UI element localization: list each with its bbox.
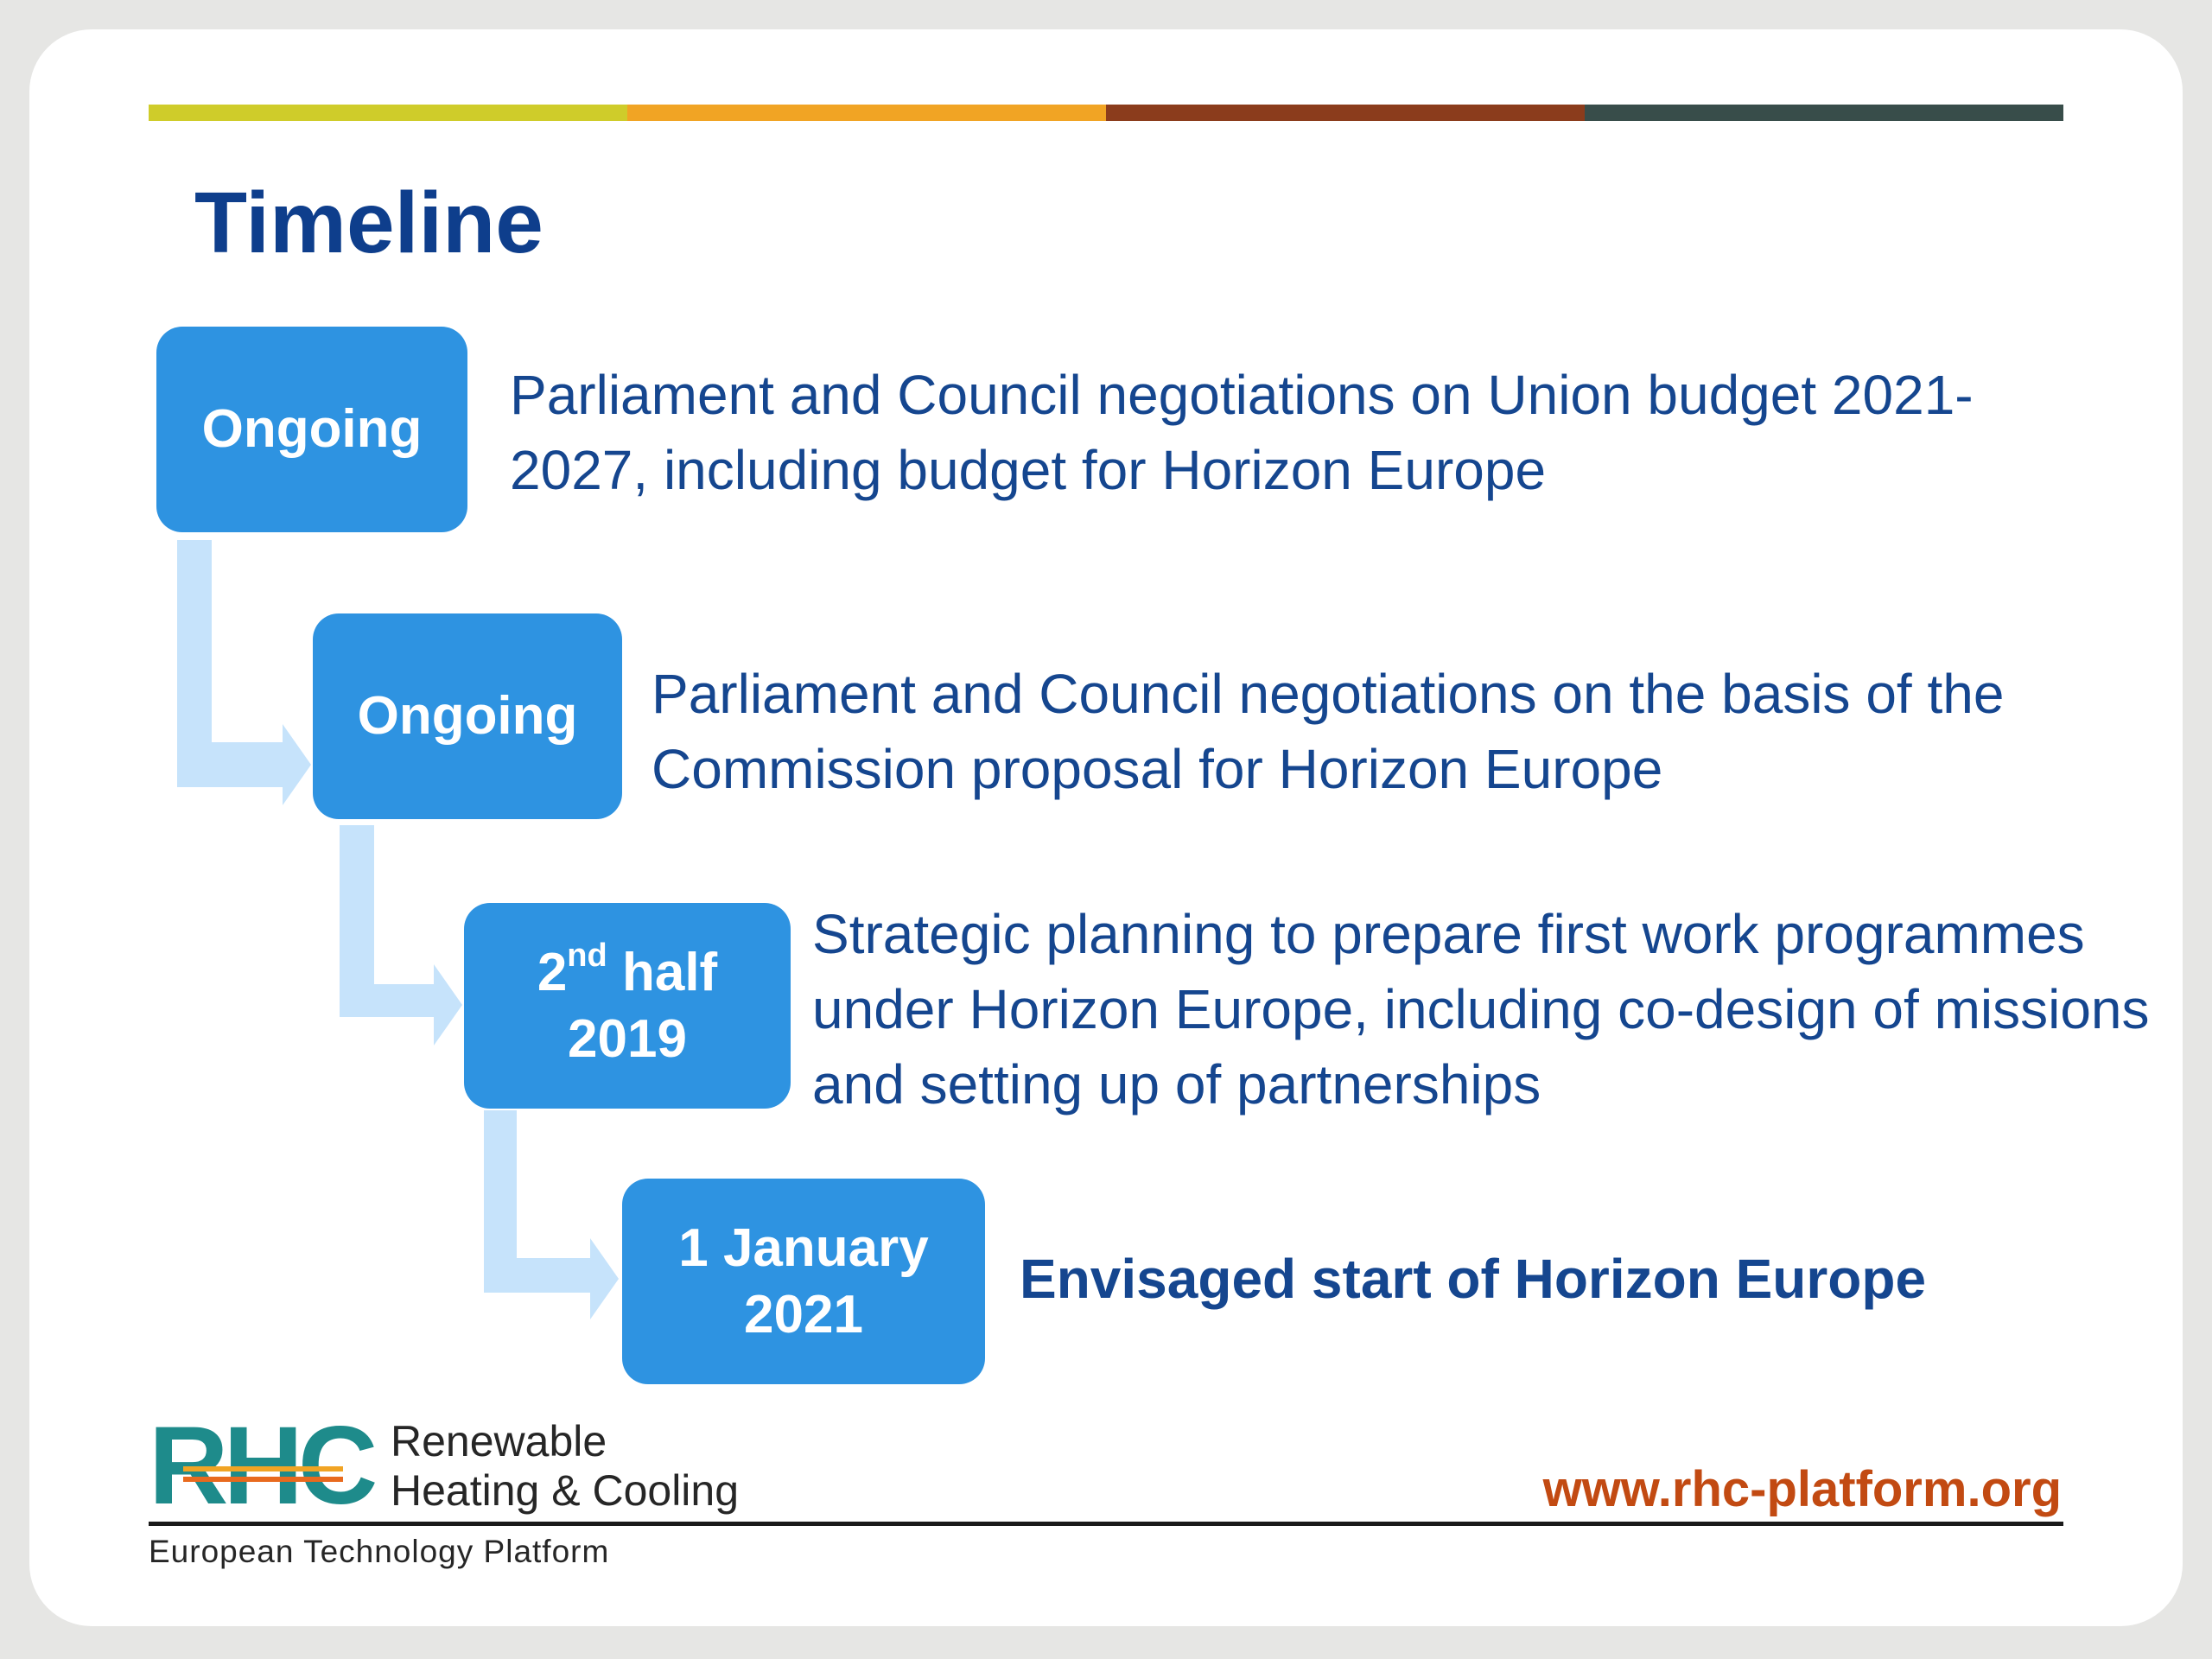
logo-wordmark (391, 1417, 739, 1516)
timeline-box-label-line1 (537, 939, 717, 1007)
timeline-description: Parliament and Council negotiations on Union budget 2021-2027, including budget for Horizon Europe (510, 364, 1974, 501)
timeline-box-label (537, 939, 717, 1073)
footer-rule (149, 1522, 2063, 1526)
connector-arrow (484, 1110, 619, 1319)
timeline-box (313, 613, 622, 819)
connector-arrow (177, 540, 311, 805)
timeline-box-label: Ongoing (357, 686, 578, 747)
timeline-box-label-line2: 2019 (568, 1009, 687, 1069)
connector-arrow (340, 825, 462, 1046)
footer-tagline: European Technology Platform (149, 1534, 610, 1569)
ordinal: 2 (537, 942, 568, 1002)
footer-url[interactable]: www.rhc-platform.org (1542, 1461, 2062, 1517)
timeline-box (622, 1179, 985, 1384)
timeline-description: Parliament and Council negotiations on the basis of the Commission proposal for Horizon Europe (652, 663, 2005, 800)
logo-line-1: Renewable (391, 1417, 607, 1465)
rhc-logo (149, 1417, 382, 1508)
timeline-description: Strategic planning to prepare first work programmes under Horizon Europe, including co-design of missions and setting up of partnerships (812, 903, 2150, 1116)
label-rest: half (607, 942, 718, 1002)
timeline-box (464, 903, 791, 1109)
timeline-box-label-line1: 1 January (678, 1217, 929, 1278)
timeline-box-label (678, 1215, 929, 1349)
logo-line-2: Heating & Cooling (391, 1466, 740, 1515)
timeline-box-label: Ongoing (201, 399, 423, 460)
timeline-description: Envisaged start of Horizon Europe (1020, 1248, 1927, 1310)
timeline-box (156, 327, 467, 532)
timeline-box-label-line2: 2021 (744, 1285, 863, 1344)
ordinal-suffix: nd (567, 937, 607, 974)
rhc-logo-letters: RHC (149, 1417, 373, 1508)
page-title: Timeline (194, 175, 543, 271)
